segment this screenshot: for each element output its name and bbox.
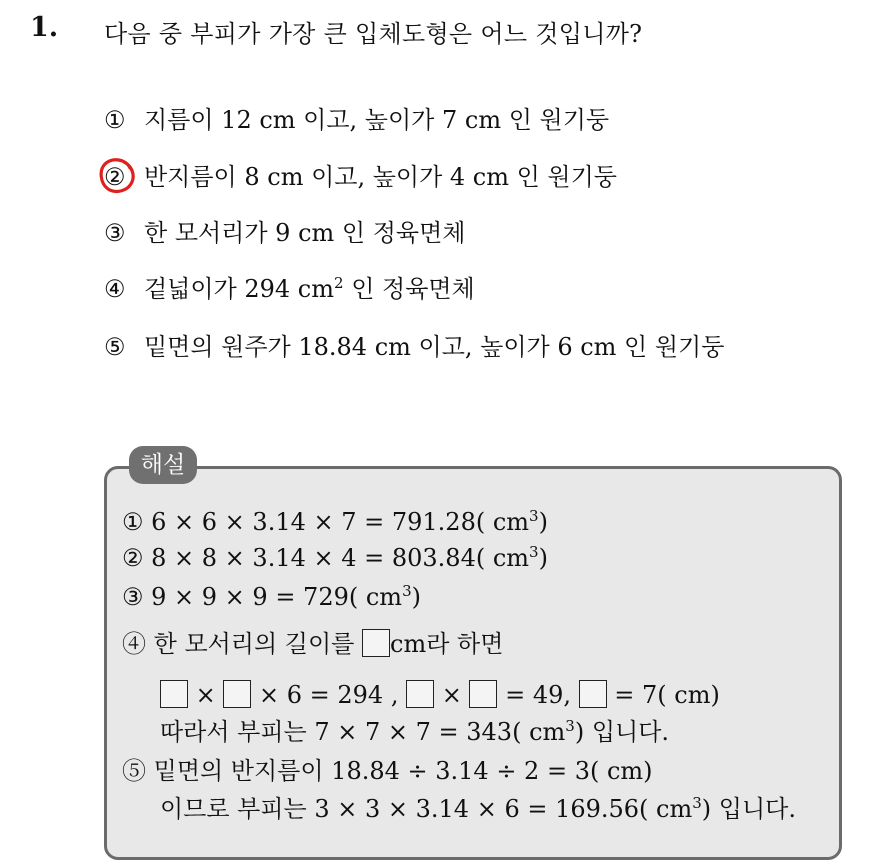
solution-line-8-end: ) 입니다. [701, 795, 796, 823]
solution-line-5-part-1: × [188, 681, 224, 709]
solution-tab: 해설 [129, 446, 197, 484]
solution-line-1-end: ) [538, 508, 548, 536]
blank-box [469, 680, 497, 708]
solution-line-5-part-5: = 7( cm) [606, 681, 720, 709]
solution-line-2 [122, 541, 548, 575]
choice-5-text: 밑면의 원주가 18.84 cm 이고, 높이가 6 cm 인 원기둥 [144, 333, 725, 361]
solution-line-1-text: ① 6 × 6 × 3.14 × 7 = 791.28( cm [122, 508, 530, 536]
solution-line-2-sup: 3 [529, 543, 539, 561]
choice-5-number: ⑤ [104, 333, 126, 361]
solution-line-6 [160, 715, 669, 749]
solution-line-4-text: ④ 한 모서리의 길이를 [122, 630, 362, 658]
solution-line-5-part-4: = 49, [497, 681, 579, 709]
choice-1-number: ① [104, 106, 126, 134]
choice-1-text: 지름이 12 cm 이고, 높이가 7 cm 인 원기둥 [144, 106, 610, 134]
choice-4-text-after: 인 정육면체 [343, 275, 475, 303]
solution-line-2-text: ② 8 × 8 × 3.14 × 4 = 803.84( cm [122, 544, 530, 572]
solution-line-4-end: cm라 하면 [390, 630, 504, 658]
solution-line-1 [122, 505, 548, 539]
solution-line-5-part-2: × 6 = 294 , [251, 681, 407, 709]
solution-line-3-text: ③ 9 × 9 × 9 = 729( cm [122, 583, 403, 611]
solution-line-8 [160, 792, 796, 826]
solution-line-8-text: 이므로 부피는 3 × 3 × 3.14 × 6 = 169.56( cm [160, 795, 693, 823]
choice-3[interactable] [104, 217, 465, 249]
choice-3-number: ③ [104, 219, 126, 247]
solution-line-4 [122, 627, 503, 661]
blank-box [223, 680, 251, 708]
choice-4-number: ④ [104, 275, 126, 303]
solution-line-2-end: ) [538, 544, 548, 572]
question-text: 다음 중 부피가 가장 큰 입체도형은 어느 것입니까? [104, 20, 643, 48]
blank-box [406, 680, 434, 708]
choice-5[interactable] [104, 331, 724, 363]
answer-circle-icon [98, 156, 136, 194]
solution-line-7 [122, 754, 653, 788]
question-number: 1. [30, 12, 59, 43]
choice-4-text-before: 겉넓이가 294 cm [144, 275, 335, 303]
blank-box [579, 680, 607, 708]
choice-4[interactable] [104, 273, 475, 305]
solution-line-1-sup: 3 [529, 507, 539, 525]
choice-4-superscript: 2 [334, 274, 344, 292]
solution-line-7-text: ⑤ 밑면의 반지름이 18.84 ÷ 3.14 ÷ 2 = 3( cm) [122, 757, 653, 785]
solution-line-3-end: ) [411, 583, 421, 611]
blank-box [160, 680, 188, 708]
choice-3-text: 한 모서리가 9 cm 인 정육면체 [144, 219, 466, 247]
choice-1[interactable] [104, 104, 609, 136]
solution-line-5-part-3: × [434, 681, 470, 709]
solution-line-6-end: ) 입니다. [574, 718, 670, 746]
solution-line-6-sup: 3 [565, 717, 575, 735]
solution-line-3-sup: 3 [402, 582, 412, 600]
choice-2[interactable] [104, 161, 617, 193]
choice-2-number: ② [104, 163, 126, 191]
solution-line-5 [160, 678, 720, 712]
blank-box [362, 629, 390, 657]
solution-line-6-text: 따라서 부피는 7 × 7 × 7 = 343( cm [160, 718, 566, 746]
choice-2-text: 반지름이 8 cm 이고, 높이가 4 cm 인 원기둥 [144, 163, 617, 191]
solution-line-8-sup: 3 [692, 794, 702, 812]
solution-line-3 [122, 580, 421, 614]
